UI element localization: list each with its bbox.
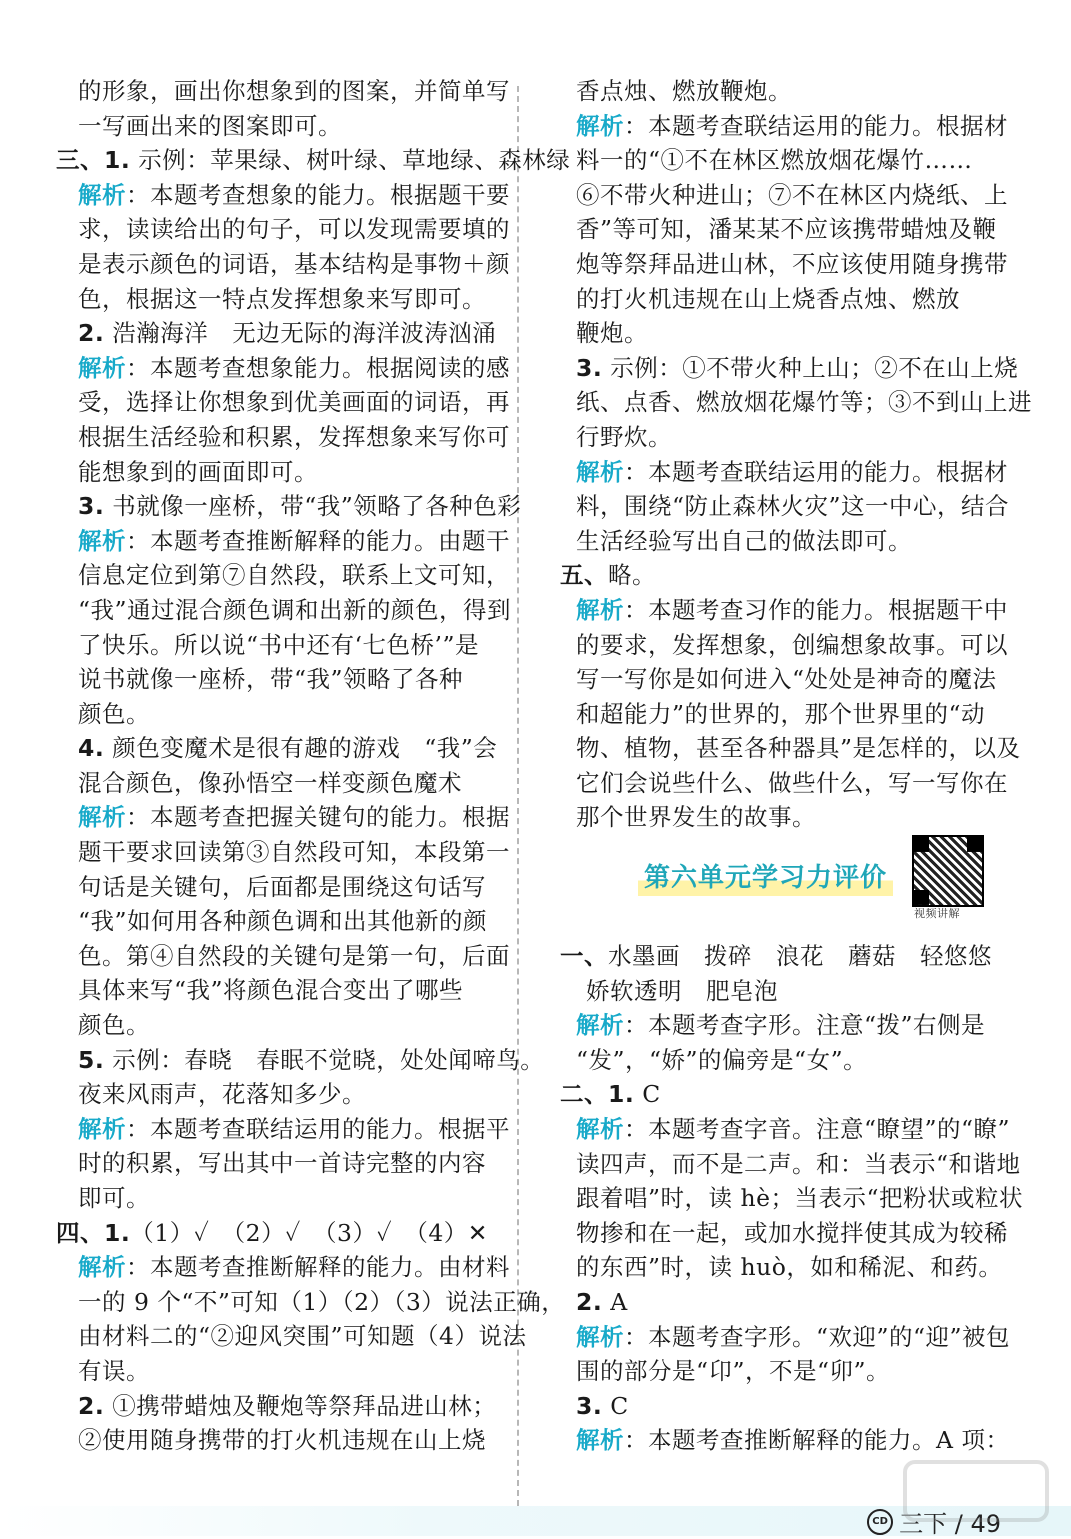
line-text: 物掺和在一起，或加水搅拌使其成为较稀 bbox=[576, 1218, 1008, 1247]
text-line bbox=[560, 593, 1008, 628]
line-text: 那个世界发生的故事。 bbox=[576, 803, 816, 832]
question-number: 3. bbox=[576, 1391, 603, 1420]
analysis-label: 解析 bbox=[78, 353, 126, 382]
line-text: 是表示颜色的词语，基本结构是事物＋颜 bbox=[78, 249, 510, 278]
text-line bbox=[560, 524, 992, 559]
text-line bbox=[560, 178, 1008, 213]
text-line bbox=[560, 455, 1008, 490]
analysis-label: 解析 bbox=[78, 803, 126, 832]
text-line bbox=[56, 835, 510, 870]
right-column-bottom bbox=[560, 939, 1024, 1458]
line-text: 受，选择让你想象到优美画面的词语，再 bbox=[78, 388, 510, 417]
text-line bbox=[560, 1181, 1024, 1216]
line-text: 时的积累，写出其中一首诗完整的内容 bbox=[78, 1149, 486, 1178]
unit-title: 第六单元学习力评价 bbox=[638, 861, 893, 896]
line-text: ：本题考查推断解释的能力。A 项： bbox=[624, 1426, 1010, 1455]
text-line bbox=[560, 1147, 1021, 1182]
analysis-label: 解析 bbox=[576, 111, 624, 140]
line-text: 水墨画 拨碎 浪花 蘑菇 轻悠悠 bbox=[608, 942, 992, 971]
text-line bbox=[560, 1423, 1010, 1458]
text-line bbox=[560, 1389, 992, 1424]
watermark-icon bbox=[901, 1456, 1051, 1526]
text-line bbox=[560, 1216, 1008, 1251]
text-line bbox=[56, 247, 510, 282]
text-line bbox=[56, 1354, 496, 1389]
text-line bbox=[56, 351, 510, 386]
line-text: 书就像一座桥，带“我”领略了各种色彩 bbox=[104, 492, 522, 521]
text-line bbox=[560, 351, 1019, 386]
line-text: 示例：春晓 春眠不觉晓，处处闻啼鸟。 bbox=[104, 1045, 545, 1074]
text-line bbox=[56, 1423, 496, 1458]
text-line bbox=[56, 1043, 545, 1078]
question-number: 5. bbox=[78, 1045, 105, 1074]
page-number-text: 三下 / 49 bbox=[899, 1510, 1001, 1538]
text-line bbox=[56, 939, 510, 974]
text-line bbox=[560, 1250, 1003, 1285]
section-number: 二、 bbox=[560, 1080, 608, 1109]
question-number: 2. bbox=[78, 319, 105, 348]
text-line bbox=[56, 74, 510, 109]
line-text: 香”等可知，潘某某不应该携带蜡烛及鞭 bbox=[576, 215, 997, 244]
text-line bbox=[56, 1008, 496, 1043]
line-text: 根据生活经验和积累，发挥想象来写你可 bbox=[78, 422, 510, 451]
text-line bbox=[560, 247, 1008, 282]
line-text: 色，根据这一特点发挥想象来写即可。 bbox=[78, 284, 486, 313]
text-line bbox=[56, 455, 496, 490]
text-line bbox=[56, 628, 496, 663]
text-line bbox=[560, 385, 1032, 420]
text-line bbox=[56, 1250, 510, 1285]
analysis-label: 解析 bbox=[576, 457, 624, 486]
line-text: ：本题考查字音。注意“瞭望”的“瞭” bbox=[624, 1115, 1011, 1144]
line-text: “我”如何用各种颜色调和出其他新的颜 bbox=[78, 907, 488, 936]
section-number: 五、 bbox=[560, 561, 608, 590]
text-line bbox=[56, 662, 496, 697]
analysis-label: 解析 bbox=[78, 526, 126, 555]
text-line bbox=[56, 1077, 496, 1112]
text-line bbox=[560, 1112, 1011, 1147]
line-text: 娇软透明 肥皂泡 bbox=[586, 976, 778, 1005]
line-text: ②使用随身携带的打火机违规在山上烧 bbox=[78, 1426, 486, 1455]
text-line bbox=[560, 628, 1008, 663]
line-text: 一写画出来的图案即可。 bbox=[78, 111, 342, 140]
text-line bbox=[56, 1216, 496, 1251]
line-text: （1）✓ （2）✓ （3）✓ （4）✕ bbox=[130, 1218, 488, 1247]
line-text: 夜来风雨声，花落知多少。 bbox=[78, 1080, 366, 1109]
line-text: 读四声，而不是二声。和：当表示“和谐地 bbox=[576, 1149, 1021, 1178]
qr-code-icon[interactable] bbox=[912, 835, 984, 907]
text-line bbox=[56, 420, 510, 455]
text-line bbox=[56, 1389, 496, 1424]
text-line bbox=[56, 1285, 566, 1320]
analysis-label: 解析 bbox=[576, 595, 624, 624]
text-line bbox=[56, 731, 496, 766]
line-text: 信息定位到第⑦自然段，联系上文可知， bbox=[78, 561, 510, 590]
right-column bbox=[560, 74, 1032, 1458]
analysis-label: 解析 bbox=[78, 1253, 126, 1282]
text-line bbox=[56, 800, 510, 835]
line-text: ：本题考查想象能力。根据阅读的感 bbox=[126, 353, 510, 382]
section-number: 三、 bbox=[56, 146, 104, 175]
text-line bbox=[56, 109, 496, 144]
text-line bbox=[56, 385, 510, 420]
line-text: 的要求，发挥想象，创编想象故事。可以 bbox=[576, 630, 1008, 659]
text-line bbox=[56, 593, 512, 628]
line-text: 具体来写“我”将颜色混合变出了哪些 bbox=[78, 976, 464, 1005]
line-text: 即可。 bbox=[78, 1184, 150, 1212]
line-text: ①携带蜡烛及鞭炮等祭拜品进山林； bbox=[104, 1391, 497, 1420]
text-line bbox=[560, 974, 992, 1009]
line-text: “发”，“娇”的偏旁是“女”。 bbox=[576, 1045, 868, 1074]
text-line bbox=[560, 212, 997, 247]
question-number: 1. bbox=[608, 1080, 635, 1109]
line-text: 说书就像一座桥，带“我”领略了各种 bbox=[78, 665, 464, 694]
line-text: 求，读读给出的句子，可以发现需要填的 bbox=[78, 215, 510, 244]
text-line bbox=[560, 74, 992, 109]
unit-header bbox=[560, 835, 992, 939]
text-line bbox=[56, 1319, 527, 1354]
text-line bbox=[56, 143, 571, 178]
text-line bbox=[56, 1112, 510, 1147]
text-line bbox=[56, 697, 496, 732]
text-line bbox=[560, 766, 1008, 801]
line-text: 色。第④自然段的关键句是第一句，后面 bbox=[78, 941, 510, 970]
text-line bbox=[56, 766, 496, 801]
line-text: 一的 9 个“不”可知（1）（2）（3）说法正确， bbox=[78, 1287, 566, 1316]
line-text: C bbox=[602, 1391, 629, 1420]
line-text: 颜色。 bbox=[78, 699, 150, 728]
analysis-label: 解析 bbox=[576, 1322, 624, 1351]
question-number: 2. bbox=[78, 1391, 105, 1420]
line-text: 能想象到的画面即可。 bbox=[78, 457, 318, 486]
question-number: 3. bbox=[576, 353, 603, 382]
analysis-label: 解析 bbox=[576, 1011, 624, 1040]
text-line bbox=[560, 282, 992, 317]
text-line bbox=[56, 282, 496, 317]
line-text: 和超能力”的世界的，那个世界里的“动 bbox=[576, 699, 986, 728]
line-text: ：本题考查习作的能力。根据题干中 bbox=[624, 595, 1008, 624]
line-text: 略。 bbox=[608, 561, 656, 590]
line-text: ：本题考查推断解释的能力。由材料 bbox=[126, 1253, 510, 1282]
right-column-top bbox=[560, 74, 1032, 835]
text-line bbox=[560, 1320, 1011, 1355]
line-text: 香点烛、燃放鞭炮。 bbox=[576, 77, 792, 105]
line-text: 生活经验写出自己的做法即可。 bbox=[576, 526, 912, 555]
text-line bbox=[560, 1285, 992, 1320]
line-text: 跟着唱”时，读 hè；当表示“把粉状或粒状 bbox=[576, 1184, 1024, 1213]
line-text: 浩瀚海洋 无边无际的海洋波涛汹涌 bbox=[104, 319, 497, 348]
line-text: 写一写你是如何进入“处处是神奇的魔法 bbox=[576, 665, 997, 694]
line-text: 示例：苹果绿、树叶绿、草地绿、森林绿 bbox=[130, 146, 571, 175]
text-line bbox=[56, 316, 496, 351]
text-line bbox=[560, 800, 992, 835]
line-text: 围的部分是“卬”，不是“卯”。 bbox=[576, 1357, 891, 1386]
text-line bbox=[560, 697, 992, 732]
section-number: 四、 bbox=[56, 1218, 104, 1247]
line-text: 炮等祭拜品进山林，不应该使用随身携带 bbox=[576, 249, 1008, 278]
text-line bbox=[560, 662, 997, 697]
text-line bbox=[560, 1008, 992, 1043]
text-line bbox=[560, 143, 992, 178]
text-line bbox=[56, 904, 496, 939]
text-line bbox=[56, 489, 522, 524]
analysis-label: 解析 bbox=[78, 1114, 126, 1143]
line-text: 颜色。 bbox=[78, 1011, 150, 1040]
section-number: 一、 bbox=[560, 942, 608, 971]
line-text: 颜色变魔术是很有趣的游戏 “我”会 bbox=[104, 734, 498, 763]
line-text: 鞭炮。 bbox=[576, 319, 648, 348]
line-text: ⑥不带火种进山；⑦不在林区内烧纸、上 bbox=[576, 180, 1008, 209]
text-line bbox=[560, 1354, 992, 1389]
line-text: 有误。 bbox=[78, 1356, 150, 1385]
text-line bbox=[560, 420, 992, 455]
text-line bbox=[56, 1146, 496, 1181]
line-text: 料，围绕“防止森林火灾”这一中心，结合 bbox=[576, 492, 1010, 521]
analysis-label: 解析 bbox=[78, 180, 126, 209]
line-text: A bbox=[602, 1288, 628, 1316]
text-line bbox=[56, 973, 496, 1008]
qr-label: 视频讲解 bbox=[914, 907, 960, 921]
line-text: ：本题考查字形。“欢迎”的“迎”被包 bbox=[624, 1322, 1011, 1351]
text-line bbox=[560, 1043, 992, 1078]
line-text: 的东西”时，读 huò，如和稀泥、和药。 bbox=[576, 1253, 1003, 1282]
analysis-label: 解析 bbox=[576, 1426, 624, 1455]
line-text: 题干要求回读第③自然段可知，本段第一 bbox=[78, 838, 510, 867]
text-line bbox=[560, 109, 1008, 144]
question-number: 1. bbox=[104, 146, 131, 175]
text-line bbox=[56, 524, 510, 559]
text-line bbox=[56, 1181, 496, 1216]
line-text: 物、植物，甚至各种器具”是怎样的，以及 bbox=[576, 734, 1021, 763]
question-number: 1. bbox=[104, 1218, 131, 1247]
line-text: 的打火机违规在山上烧香点烛、燃放 bbox=[576, 284, 960, 313]
line-text: C bbox=[634, 1080, 661, 1109]
text-line bbox=[56, 212, 510, 247]
line-text: ：本题考查联结运用的能力。根据材 bbox=[624, 457, 1008, 486]
question-number: 2. bbox=[576, 1288, 603, 1316]
text-line bbox=[560, 558, 992, 593]
line-text: ：本题考查把握关键句的能力。根据 bbox=[126, 803, 510, 832]
line-text: 由材料二的“②迎风突围”可知题（4）说法 bbox=[78, 1322, 527, 1351]
line-text: ：本题考查联结运用的能力。根据平 bbox=[126, 1114, 510, 1143]
line-text: 纸、点香、燃放烟花爆竹等；③不到山上进 bbox=[576, 388, 1032, 417]
line-text: 句话是关键句，后面都是围绕这句话写 bbox=[78, 872, 486, 901]
text-line bbox=[56, 178, 510, 213]
line-text: 示例：①不带火种上山；②不在山上烧 bbox=[602, 353, 1019, 382]
text-line bbox=[560, 489, 1010, 524]
text-line bbox=[56, 870, 496, 905]
text-line bbox=[560, 731, 1021, 766]
line-text: ：本题考查推断解释的能力。由题干 bbox=[126, 526, 510, 555]
text-line bbox=[56, 558, 510, 593]
line-text: ：本题考查联结运用的能力。根据材 bbox=[624, 111, 1008, 140]
question-number: 3. bbox=[78, 492, 105, 521]
line-text: “我”通过混合颜色调和出新的颜色，得到 bbox=[78, 595, 512, 624]
text-line bbox=[560, 316, 992, 351]
line-text: ：本题考查想象的能力。根据题干要 bbox=[126, 180, 510, 209]
line-text: ：本题考查字形。注意“拨”右侧是 bbox=[624, 1011, 986, 1040]
line-text: 它们会说些什么、做些什么，写一写你在 bbox=[576, 768, 1008, 797]
line-text: 了快乐。所以说“书中还有‘七色桥’”是 bbox=[78, 630, 479, 659]
line-text: 混合颜色，像孙悟空一样变颜色魔术 bbox=[78, 768, 462, 797]
analysis-label: 解析 bbox=[576, 1115, 624, 1144]
line-text: 料一的“①不在林区燃放烟花爆竹…… bbox=[576, 146, 973, 175]
text-line bbox=[560, 939, 992, 974]
line-text: 行野炊。 bbox=[576, 422, 672, 451]
cd-badge-icon: CD bbox=[867, 1509, 893, 1535]
question-number: 4. bbox=[78, 734, 105, 763]
line-text: 的形象，画出你想象到的图案，并简单写 bbox=[78, 77, 510, 105]
left-column bbox=[56, 74, 571, 1458]
text-line bbox=[560, 1077, 992, 1112]
